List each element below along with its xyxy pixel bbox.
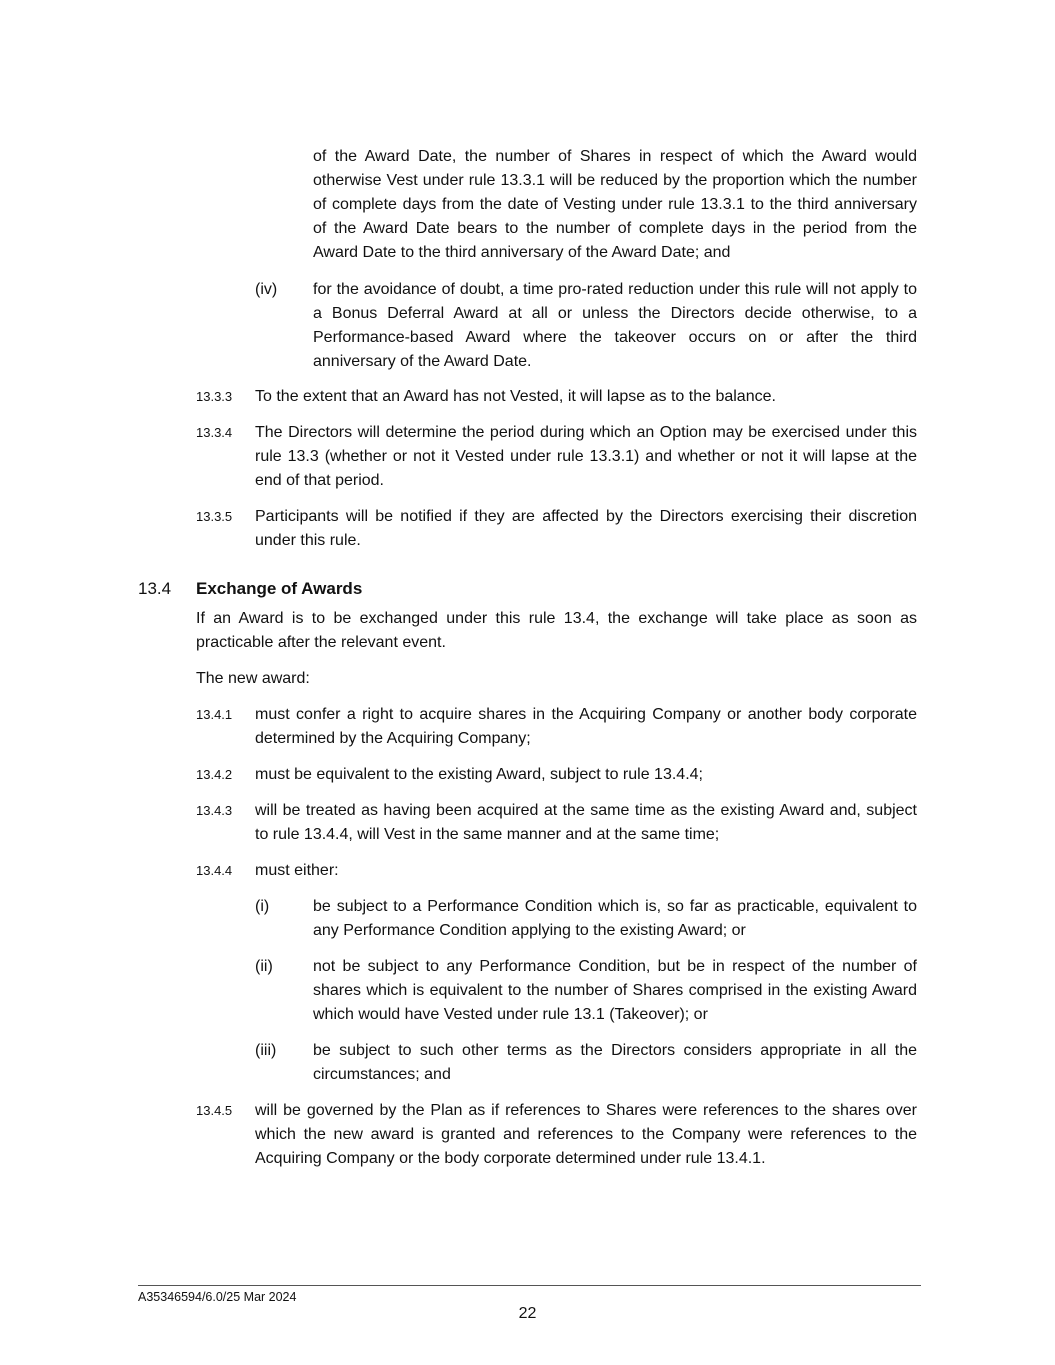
page-number: 22 xyxy=(518,1305,537,1322)
sub-item-iii-label: (iii) xyxy=(255,1042,277,1059)
rule-13-4-2-number: 13.4.2 xyxy=(196,767,233,782)
sub-item-i-label: (i) xyxy=(255,898,270,915)
sub-item-iii-text: be subject to such other terms as the Directors considers appropriate in all the circumstances; and xyxy=(313,1042,917,1083)
item-iv-text: for the avoidance of doubt, a time pro-rated reduction under this rule will not apply to a Bonus Deferral Award at all or unless the Directors decide otherwise, to a Performance-based Award where the takeover occurs on or after the third anniversary of the Award Date. xyxy=(313,281,917,370)
rule-13-3-5-number: 13.3.5 xyxy=(196,509,233,524)
rule-13-3-4-text: The Directors will determine the period during which an Option may be exercised under this rule 13.3 (whether or not it Vested under rule 13.3.1) and whether or not it will lapse at the end of that period. xyxy=(255,424,917,489)
rule-13-4-4-number: 13.4.4 xyxy=(196,863,233,878)
rule-13-4-3-text: will be treated as having been acquired at the same time as the existing Award and, subject to rule 13.4.4, will Vest in the same manner and at the same time; xyxy=(255,802,917,843)
section-13-4-number: 13.4 xyxy=(138,579,172,598)
rule-13-4-5-text: will be governed by the Plan as if references to Shares were references to the shares over which the new award is granted and references to the Company were references to the Acquiring Company or the body corporate determined under rule 13.4.1. xyxy=(255,1102,917,1167)
document-reference: A35346594/6.0/25 Mar 2024 xyxy=(138,1290,297,1304)
rule-13-3-5-text: Participants will be notified if they are affected by the Directors exercising their discretion under this rule. xyxy=(255,508,917,549)
rule-13-4-4-text: must either: xyxy=(255,862,339,879)
rule-13-3-3-number: 13.3.3 xyxy=(196,389,233,404)
rule-13-3-4-number: 13.3.4 xyxy=(196,425,233,440)
rule-13-4-1-text: must confer a right to acquire shares in the Acquiring Company or another body corporate determined by the Acquiring Company; xyxy=(255,706,917,747)
section-13-4-title: Exchange of Awards xyxy=(196,579,363,598)
section-13-4-lead: The new award: xyxy=(196,670,310,687)
footer-rule xyxy=(138,1285,921,1286)
sub-item-i-text: be subject to a Performance Condition which is, so far as practicable, equivalent to any Performance Condition applying to the existing Award; or xyxy=(313,898,917,939)
rule-13-4-2-text: must be equivalent to the existing Award, subject to rule 13.4.4; xyxy=(255,766,703,783)
rule-13-3-3-text: To the extent that an Award has not Vested, it will lapse as to the balance. xyxy=(255,388,776,405)
rule-13-4-5-number: 13.4.5 xyxy=(196,1103,233,1118)
sub-item-ii-label: (ii) xyxy=(255,958,273,975)
rule-13-4-1-number: 13.4.1 xyxy=(196,707,233,722)
item-iv-label: (iv) xyxy=(255,281,278,298)
continuation-paragraph: of the Award Date, the number of Shares in respect of which the Award would otherwise Vest under rule 13.3.1 will be reduced by the proportion which the number of complete days from the date of Vesting under rule 13.3.1 to the third anniversary of the Award Date bears to the number of complete days in the period from the Award Date to the third anniversary of the Award Date; and xyxy=(313,148,917,261)
rule-13-4-3-number: 13.4.3 xyxy=(196,803,233,818)
sub-item-ii-text: not be subject to any Performance Condition, but be in respect of the number of shares which is equivalent to the number of Shares comprised in the existing Award which would have Vested under rule 13.1 (Takeover); or xyxy=(313,958,917,1023)
section-13-4-intro: If an Award is to be exchanged under this rule 13.4, the exchange will take place as soon as practicable after the relevant event. xyxy=(196,610,917,651)
